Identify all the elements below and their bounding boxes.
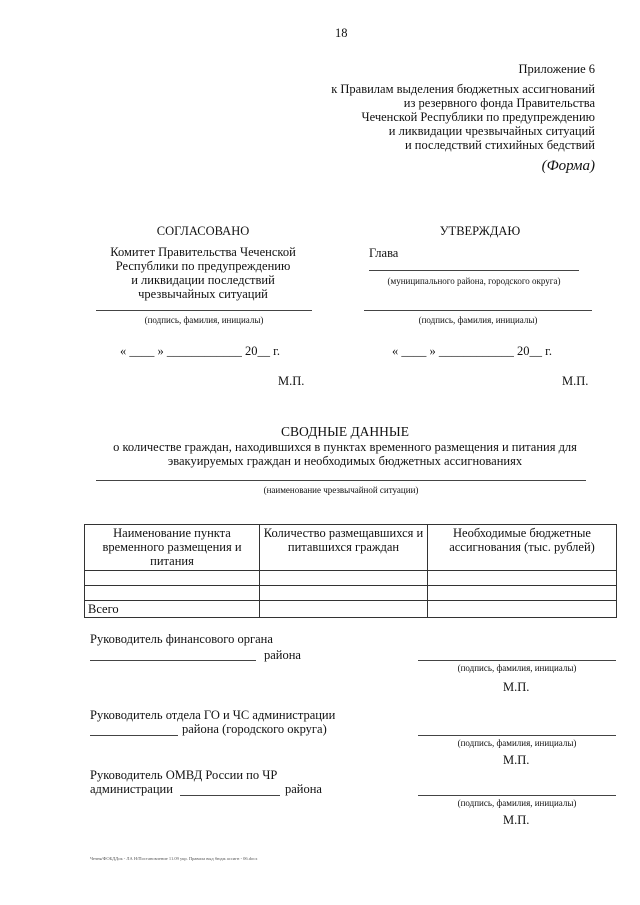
- table-cell: [260, 586, 428, 601]
- finance-signature-line: [418, 660, 616, 661]
- police-head-label: Руководитель ОМВД России по ЧР: [90, 768, 278, 782]
- page-number: 18: [335, 26, 348, 40]
- emergency-caption: (наименование чрезвычайной ситуации): [263, 485, 419, 495]
- form-label: (Форма): [541, 158, 595, 174]
- police-signature-caption: (подпись, фамилия, инициалы): [457, 798, 577, 808]
- right-stamp: М.П.: [562, 374, 589, 388]
- police-administration-prefix: администрации: [90, 782, 173, 796]
- left-stamp: М.П.: [278, 374, 305, 388]
- district-line: [369, 270, 579, 271]
- approve-heading: УТВЕРЖДАЮ: [439, 224, 521, 238]
- table-cell: Всего: [85, 601, 260, 618]
- civil-defense-signature-line: [418, 735, 616, 736]
- finance-district-suffix: района: [264, 648, 301, 662]
- appendix-title: Приложение 6: [518, 62, 595, 76]
- table-row: [85, 586, 617, 601]
- agreed-heading: СОГЛАСОВАНО: [156, 224, 250, 238]
- emergency-name-line: [96, 480, 586, 481]
- appendix-line: из резервного фонда Правительства: [403, 96, 595, 110]
- right-signature-caption: (подпись, фамилия, инициалы): [418, 315, 538, 325]
- column-header: Необходимые бюджетные ассигнования (тыс. рублей): [428, 525, 617, 571]
- table-total-row: [85, 601, 617, 618]
- police-district-suffix: района: [285, 782, 322, 796]
- org-line: Республики по предупреждению: [115, 259, 291, 273]
- appendix-line: Чеченской Республики по предупреждению: [361, 110, 595, 124]
- table-cell: [260, 601, 428, 618]
- left-date-field: « ____ » ____________ 20__ г.: [120, 344, 280, 358]
- civil-defense-head-label: Руководитель отдела ГО и ЧС администрации: [90, 708, 336, 722]
- right-date-field: « ____ » ____________ 20__ г.: [392, 344, 552, 358]
- appendix-line: и ликвидации чрезвычайных ситуаций: [388, 124, 595, 138]
- finance-stamp: М.П.: [503, 680, 530, 694]
- table-cell: [428, 586, 617, 601]
- table-cell: [428, 601, 617, 618]
- civil-defense-stamp: М.П.: [503, 753, 530, 767]
- left-signature-caption: (подпись, фамилия, инициалы): [144, 315, 264, 325]
- column-header: Количество размещавшихся и питавшихся граждан: [260, 525, 428, 571]
- table-header-row: [85, 525, 617, 571]
- table-row: [85, 571, 617, 586]
- head-title: Глава: [369, 246, 399, 260]
- police-stamp: М.П.: [503, 813, 530, 827]
- police-district-line: [180, 795, 280, 796]
- column-header: Наименование пункта временного размещения и питания: [85, 525, 260, 571]
- appendix-line: и последствий стихийных бедствий: [404, 138, 595, 152]
- civil-defense-district-line: [90, 735, 178, 736]
- right-signature-line: [364, 310, 592, 311]
- police-signature-line: [418, 795, 616, 796]
- civil-defense-district-suffix: района (городского округа): [182, 722, 327, 736]
- footer-file-path: Чечня/ФОБДДок - ЛА Н/Постановление 11.09 укр. Правила выд бюдж ассигн - 06.docx: [90, 856, 258, 861]
- civil-defense-signature-caption: (подпись, фамилия, инициалы): [457, 738, 577, 748]
- table-cell: [85, 571, 260, 586]
- summary-title: СВОДНЫЕ ДАННЫЕ: [281, 424, 409, 439]
- org-line: Комитет Правительства Чеченской: [110, 245, 296, 259]
- table-cell: [428, 571, 617, 586]
- finance-signature-caption: (подпись, фамилия, инициалы): [457, 663, 577, 673]
- summary-subtitle: о количестве граждан, находившихся в пунктах временного размещения и питания для: [113, 440, 577, 454]
- summary-subtitle: эвакуируемых граждан и необходимых бюджетных ассигнованиях: [167, 454, 523, 468]
- finance-district-line: [90, 660, 256, 661]
- org-line: чрезвычайных ситуаций: [138, 287, 268, 301]
- appendix-rules-text: [275, 82, 595, 152]
- finance-head-label: Руководитель финансового органа: [90, 632, 273, 646]
- agreed-organization: [88, 245, 318, 301]
- table-cell: [85, 586, 260, 601]
- org-line: и ликвидации последствий: [131, 273, 275, 287]
- data-table: [84, 524, 617, 618]
- district-caption: (муниципального района, городского округа): [387, 276, 561, 286]
- appendix-line: к Правилам выделения бюджетных ассигнований: [331, 82, 595, 96]
- table-cell: [260, 571, 428, 586]
- left-signature-line: [96, 310, 312, 311]
